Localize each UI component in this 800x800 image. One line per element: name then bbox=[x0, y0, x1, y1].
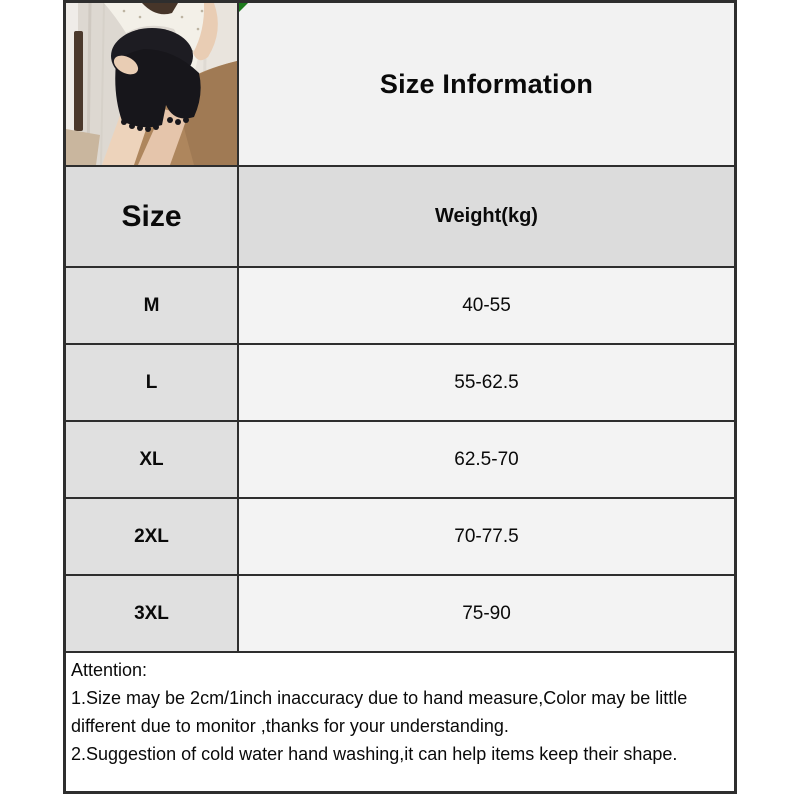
attention-note-2: 2.Suggestion of cold water hand washing,it can help items keep their shape. bbox=[71, 744, 678, 764]
table-row-2xl-weight: 70-77.5 bbox=[239, 499, 734, 574]
table-row-l-size: L bbox=[66, 345, 237, 420]
table-row-2xl-size: 2XL bbox=[66, 499, 237, 574]
table-row-xl-size: XL bbox=[66, 422, 237, 497]
attention-title: Attention: bbox=[71, 660, 148, 680]
green-corner-marker-icon bbox=[239, 3, 248, 12]
size-table bbox=[63, 0, 737, 794]
table-row-3xl-weight: 75-90 bbox=[239, 576, 734, 651]
table-row-m-size: M bbox=[66, 268, 237, 343]
size-information-header-cell bbox=[239, 3, 734, 165]
attention-note-1: 1.Size may be 2cm/1inch inaccuracy due to hand measure,Color may be little different due to monitor ,thanks for your understanding. bbox=[71, 688, 688, 736]
product-photo bbox=[66, 3, 237, 165]
column-header-size: Size bbox=[66, 167, 237, 266]
product-photo-cell bbox=[66, 3, 237, 165]
table-row-m-weight: 40-55 bbox=[239, 268, 734, 343]
table-row-xl-weight: 62.5-70 bbox=[239, 422, 734, 497]
attention-section bbox=[66, 653, 734, 791]
table-row-3xl-size: 3XL bbox=[66, 576, 237, 651]
column-header-weight: Weight(kg) bbox=[239, 167, 734, 266]
table-row-l-weight: 55-62.5 bbox=[239, 345, 734, 420]
page-title: Size Information bbox=[379, 68, 594, 99]
